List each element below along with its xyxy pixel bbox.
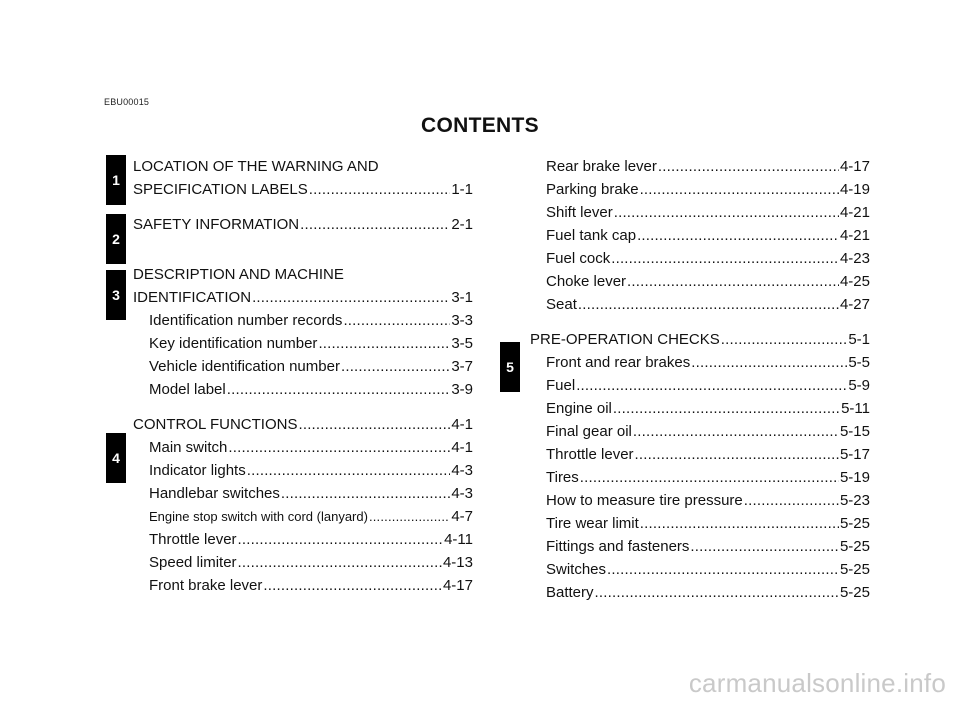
toc-entry-label: Shift lever (546, 204, 613, 221)
toc-entry[interactable] (133, 332, 473, 355)
dot-leader (578, 293, 839, 316)
document-code: EBU00015 (104, 97, 150, 107)
toc-entry-label: PRE-OPERATION CHECKS (530, 331, 720, 348)
dot-leader (640, 512, 839, 535)
toc-entry-label: SAFETY INFORMATION (133, 216, 300, 233)
toc-entry[interactable] (133, 528, 473, 551)
dot-leader (252, 286, 450, 309)
toc-entry-label: Indicator lights (149, 462, 246, 479)
toc-entry[interactable] (530, 270, 870, 293)
dot-leader (309, 178, 451, 201)
toc-entry-label: Model label (149, 381, 226, 398)
toc-entry[interactable] (530, 535, 870, 558)
dot-leader (227, 378, 451, 401)
toc-entry[interactable] (530, 201, 870, 224)
toc-entry[interactable] (530, 489, 870, 512)
toc-entry[interactable] (133, 482, 473, 505)
toc-entry[interactable] (133, 286, 473, 309)
toc-entry-label: Speed limiter (149, 554, 237, 571)
toc-entry-label: Parking brake (546, 181, 639, 198)
toc-entry-page: 4-17 (839, 158, 870, 175)
section-tab-4[interactable]: 4 (106, 433, 126, 483)
toc-entry[interactable] (530, 155, 870, 178)
toc-entry-page: 5-11 (841, 400, 870, 417)
toc-entry-page: 5-23 (839, 492, 870, 509)
toc-entry-page: 4-17 (442, 577, 473, 594)
toc-entry[interactable] (133, 178, 473, 201)
toc-entry-label: Battery (546, 584, 594, 601)
dot-leader (238, 528, 444, 551)
toc-entry-page: 5-25 (839, 584, 870, 601)
toc-entry[interactable] (133, 378, 473, 401)
dot-leader (690, 535, 839, 558)
dot-leader (613, 397, 840, 420)
dot-leader (607, 558, 839, 581)
toc-entry-label: Throttle lever (149, 531, 237, 548)
toc-entry-page: 5-19 (839, 469, 870, 486)
dot-leader (247, 459, 451, 482)
toc-entry-label: Switches (546, 561, 607, 578)
toc-entry[interactable] (530, 443, 870, 466)
dot-leader (318, 332, 450, 355)
dot-leader (640, 178, 839, 201)
dot-leader (611, 247, 839, 270)
toc-left-column (133, 155, 473, 597)
toc-entry[interactable] (530, 224, 870, 247)
toc-entry-page: 4-21 (839, 204, 870, 221)
toc-entry-page: 4-11 (444, 531, 473, 548)
toc-entry[interactable] (530, 351, 870, 374)
toc-entry-label: Main switch (149, 439, 228, 456)
toc-entry[interactable] (530, 178, 870, 201)
dot-leader (721, 328, 848, 351)
toc-entry-label: Front and rear brakes (546, 354, 691, 371)
toc-entry[interactable] (530, 397, 870, 420)
toc-entry-label: SPECIFICATION LABELS (133, 181, 308, 198)
toc-entry-page: 5-1 (848, 331, 870, 348)
dot-leader (576, 374, 847, 397)
toc-entry[interactable] (133, 413, 473, 436)
toc-entry-page: 4-25 (839, 273, 870, 290)
toc-entry-label: Identification number records (149, 312, 343, 329)
toc-entry-label: Handlebar switches (149, 485, 280, 502)
dot-leader (281, 482, 450, 505)
toc-entry[interactable] (530, 512, 870, 535)
toc-entry[interactable] (530, 420, 870, 443)
dot-leader (595, 581, 839, 604)
dot-leader (635, 443, 839, 466)
toc-entry-label: IDENTIFICATION (133, 289, 252, 306)
toc-entry-page: 5-25 (839, 561, 870, 578)
toc-entry[interactable] (133, 213, 473, 236)
dot-leader (228, 436, 450, 459)
toc-entry[interactable] (133, 574, 473, 597)
toc-entry-label: Engine oil (546, 400, 612, 417)
toc-entry-page: 5-9 (848, 377, 870, 394)
toc-entry-page: 4-23 (839, 250, 870, 267)
toc-entry-page: 4-7 (451, 508, 473, 525)
dot-leader (369, 505, 450, 528)
toc-entry-label: CONTROL FUNCTIONS (133, 416, 298, 433)
toc-entry-label: Engine stop switch with cord (lanyard) (149, 509, 368, 524)
toc-entry-page: 4-3 (451, 462, 473, 479)
toc-entry[interactable] (133, 436, 473, 459)
toc-entry[interactable] (530, 293, 870, 316)
toc-entry-label: Key identification number (149, 335, 318, 352)
toc-entry-page: 3-5 (451, 335, 473, 352)
toc-entry-page: 4-1 (451, 416, 473, 433)
toc-entry-page: 3-9 (451, 381, 473, 398)
section-tab-1[interactable]: 1 (106, 155, 126, 205)
dot-leader (627, 270, 839, 293)
toc-entry-label: Rear brake lever (546, 158, 657, 175)
dot-leader (691, 351, 847, 374)
toc-entry-page: 4-1 (451, 439, 473, 456)
toc-entry-label: Fuel tank cap (546, 227, 637, 244)
toc-entry-label: Seat (546, 296, 577, 313)
toc-entry-page: 3-3 (451, 312, 473, 329)
toc-entry[interactable] (530, 328, 870, 351)
toc-entry[interactable] (133, 551, 473, 574)
toc-entry-label: Fuel cock (546, 250, 611, 267)
toc-entry[interactable] (133, 459, 473, 482)
toc-entry[interactable] (133, 155, 473, 178)
section-tab-2[interactable]: 2 (106, 214, 126, 264)
toc-entry[interactable] (530, 558, 870, 581)
dot-leader (580, 466, 839, 489)
toc-entry[interactable] (530, 247, 870, 270)
toc-entry-label: DESCRIPTION AND MACHINE (133, 266, 344, 283)
toc-entry-label: Vehicle identification number (149, 358, 340, 375)
dot-leader (658, 155, 839, 178)
section-tab-3[interactable]: 3 (106, 270, 126, 320)
toc-entry-label: Throttle lever (546, 446, 634, 463)
toc-entry-page: 4-21 (839, 227, 870, 244)
toc-entry[interactable] (530, 466, 870, 489)
toc-entry-label: Choke lever (546, 273, 627, 290)
dot-leader (238, 551, 442, 574)
dot-leader (744, 489, 839, 512)
watermark-text: carmanualsonline.info (688, 668, 946, 698)
toc-entry-page: 5-5 (848, 354, 870, 371)
toc-entry-page: 4-19 (839, 181, 870, 198)
toc-entry-label: Tires (546, 469, 579, 486)
toc-entry-page: 2-1 (451, 216, 473, 233)
toc-entry-page: 5-15 (839, 423, 870, 440)
toc-entry[interactable] (530, 581, 870, 604)
toc-entry-page: 5-17 (839, 446, 870, 463)
toc-entry-label: Front brake lever (149, 577, 263, 594)
toc-entry-page: 4-3 (451, 485, 473, 502)
toc-entry-label: Tire wear limit (546, 515, 639, 532)
toc-entry-label: Fuel (546, 377, 576, 394)
section-tab-5[interactable]: 5 (500, 342, 520, 392)
dot-leader (343, 309, 450, 332)
toc-entry[interactable] (133, 505, 473, 528)
toc-entry-label: Fittings and fasteners (546, 538, 690, 555)
toc-entry[interactable] (133, 355, 473, 378)
toc-entry-page: 5-25 (839, 515, 870, 532)
dot-leader (300, 213, 450, 236)
toc-entry-page: 5-25 (839, 538, 870, 555)
dot-leader (298, 413, 450, 436)
toc-entry-page: 3-1 (451, 289, 473, 306)
toc-entry[interactable] (133, 309, 473, 332)
toc-entry-page: 1-1 (451, 181, 473, 198)
toc-entry-label: LOCATION OF THE WARNING AND (133, 158, 379, 175)
toc-entry[interactable] (530, 374, 870, 397)
toc-entry[interactable] (133, 263, 473, 286)
toc-entry-page: 4-27 (839, 296, 870, 313)
toc-entry-label: Final gear oil (546, 423, 632, 440)
dot-leader (614, 201, 839, 224)
dot-leader (637, 224, 839, 247)
toc-right-column (530, 155, 870, 604)
dot-leader (263, 574, 442, 597)
toc-entry-page: 3-7 (451, 358, 473, 375)
dot-leader (633, 420, 839, 443)
page-title: CONTENTS (421, 114, 539, 137)
toc-entry-page: 4-13 (442, 554, 473, 571)
toc-entry-label: How to measure tire pressure (546, 492, 743, 509)
dot-leader (341, 355, 450, 378)
